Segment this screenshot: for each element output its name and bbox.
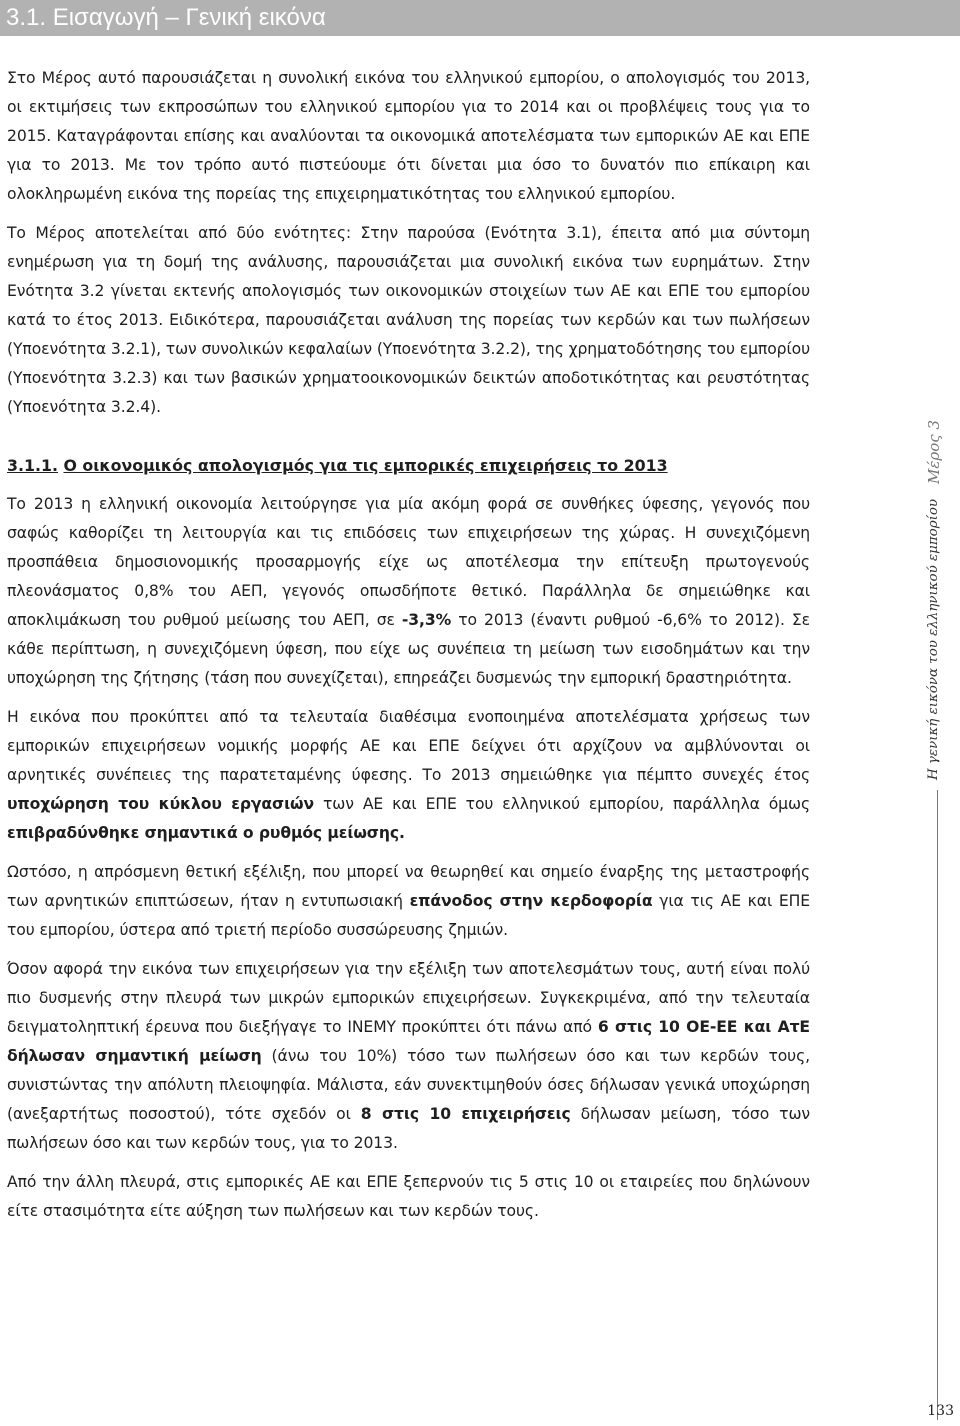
text-run: Ωστόσο, η απρόσμενη θετική εξέλιξη, που μπορεί να θεωρηθεί και σημείο έναρξης της μεταστροφής των αρνητικών επιπτώσεων, ήταν η εντυπωσιακή [7,863,810,910]
bold-text: 8 στις 10 επιχειρήσεις [360,1105,571,1123]
text-run: των ΑΕ και ΕΠΕ του ελληνικού εμπορίου, παράλληλα όμως [314,795,810,813]
section-title-bar [0,0,960,36]
paragraph-results [7,703,810,848]
text-run: Η εικόνα που προκύπτει από τα τελευταία διαθέσιμα ενοποιημένα αποτελέσματα χρήσεως των εμπορικών επιχειρήσεων νομικής μορφής ΑΕ και ΕΠΕ δείχνει ότι αρχίζουν να αμβλύνονται οι αρνητικές συνέπειες της παρατεταμένης ύφεσης. Το 2013 σημειώθηκε για πέμπτο συνεχές έτος [7,708,810,784]
bold-text: -3,3% [401,611,452,629]
paragraph-companies: Από την άλλη πλευρά, στις εμπορικές ΑΕ και ΕΠΕ ξεπερνούν τις 5 στις 10 οι εταιρείες που δηλώνουν είτε στασιμότητα είτε αύξηση των πωλήσεων και των κερδών τους. [7,1173,810,1220]
subsection-title: Ο οικονομικός απολογισμός για τις εμπορικές επιχειρήσεις το 2013 [63,456,668,475]
section-title: 3.1. Εισαγωγή – Γενική εικόνα [6,4,326,31]
text-run: δήλωσαν μείωση, τόσο των πωλήσεων όσο και των κερδών τους, για το 2013. [7,1105,811,1152]
text-run: Το 2013 η ελληνική οικονομία λειτούργησε για μία ακόμη φορά σε συνθήκες ύφεσης, γεγονός που σαφώς καθορίζει τη λειτουργία και τις επιδόσεις των επιχειρήσεων της χώρας. Η συνεχιζόμενη προσπάθεια δημοσιονομικής προσαρμογής είχε ως αποτέλεσμα την επίτευξη πρωτογενούς πλεονάσματος 0,8% του ΑΕΠ, γεγονός οπωσδήποτε θετικό. Παράλληλα δε σημειώθηκε και αποκλιμάκωση του ρυθμού μείωσης του ΑΕΠ, σε [7,495,810,629]
bold-text: υποχώρηση του κύκλου εργασιών [7,795,315,813]
main-content [7,64,810,1236]
text-run: το 2013 (έναντι ρυθμού -6,6% το 2012). Σε κάθε περίπτωση, η συνεχιζόμενη ύφεση, που είχε ως συνέπεια τη μείωση των εισοδημάτων και την υποχώρηση της ζήτησης (τάση που συνεχίζεται), επηρεάζει δυσμενώς την εμπορική δραστηριότητα. [7,611,810,687]
bold-text: επιβραδύνθηκε σημαντικά ο ρυθμός μείωσης. [7,824,405,842]
paragraph-small-business [7,955,810,1158]
page-number: 133 [927,1403,954,1419]
part-label: Μέρος 3 [925,420,943,484]
text-run: (άνω του 10%) τόσο των πωλήσεων όσο και των κερδών τους, συνιστώντας την απόλυτη πλειοψηφία. Μάλιστα, εάν συνεκτιμηθούν όσες δήλωσαν γενικά υποχώρηση (ανεξαρτήτως ποσοστού), τότε σχεδόν οι [7,1047,810,1123]
text-run: Όσον αφορά την εικόνα των επιχειρήσεων για την εξέλιξη των αποτελεσμάτων τους, αυτή είναι πολύ πιο δυσμενής στην πλευρά των μικρών εμπορικών επιχειρήσεων. Συγκεκριμένα, από την τελευταία δειγματοληπτική έρευνα που διεξήγαγε το ΙΝΕΜΥ προκύπτει ότι πάνω από [7,960,810,1036]
paragraph-profitability [7,858,810,945]
running-header-vertical [922,420,946,780]
paragraph-structure: Το Μέρος αποτελείται από δύο ενότητες: Στην παρούσα (Ενότητα 3.1), έπειτα από μια σύντομη ενημέρωση για τη δομή της ανάλυσης, παρουσιάζεται μια συνολική εικόνα των ευρημάτων. Στην Ενότητα 3.2 γίνεται εκτενής απολογισμός των οικονομικών στοιχείων των ΑΕ και ΕΠΕ του εμπορίου κατά το έτος 2013. Ειδικότερα, παρουσιάζεται ανάλυση της πορείας των κερδών και των πωλήσεων (Υποενότητα 3.2.1), των συνολικών κεφαλαίων (Υποενότητα 3.2.2), της χρηματοδότησης του εμπορίου (Υποενότητα 3.2.3) και των βασικών χρηματοοικονομικών δεικτών αποδοτικότητας και ρευστότητας (Υποενότητα 3.2.4). [7,224,810,416]
text-run: για τις ΑΕ και ΕΠΕ του εμπορίου, ύστερα από τριετή περίοδο συσσώρευσης ζημιών. [7,892,810,939]
running-header-text: Η γενική εικόνα του ελληνικού εμπορίου [926,498,941,780]
paragraph-economy [7,490,810,693]
paragraph-intro: Στο Μέρος αυτό παρουσιάζεται η συνολική εικόνα του ελληνικού εμπορίου, ο απολογισμός του 2013, οι εκτιμήσεις των εκπροσώπων του ελληνικού εμπορίου για το 2014 και οι προβλέψεις τους για το 2015. Καταγράφονται επίσης και αναλύονται τα οικονομικά αποτελέσματα των εμπορικών ΑΕ και ΕΠΕ για το 2013. Με τον τρόπο αυτό πιστεύουμε ότι δίνεται μια όσο το δυνατόν πιο επίκαιρη και ολοκληρωμένη εικόνα της πορείας της επιχειρηματικότητας του ελληνικού εμπορίου. [7,69,810,203]
margin-rule [937,790,938,1420]
subsection-heading [7,451,810,480]
subsection-number: 3.1.1. [7,456,58,475]
bold-text: 6 στις 10 ΟΕ-ΕΕ και ΑτΕ δήλωσαν σημαντική μείωση [7,1018,810,1065]
bold-text: επάνοδος στην κερδοφορία [409,892,653,910]
